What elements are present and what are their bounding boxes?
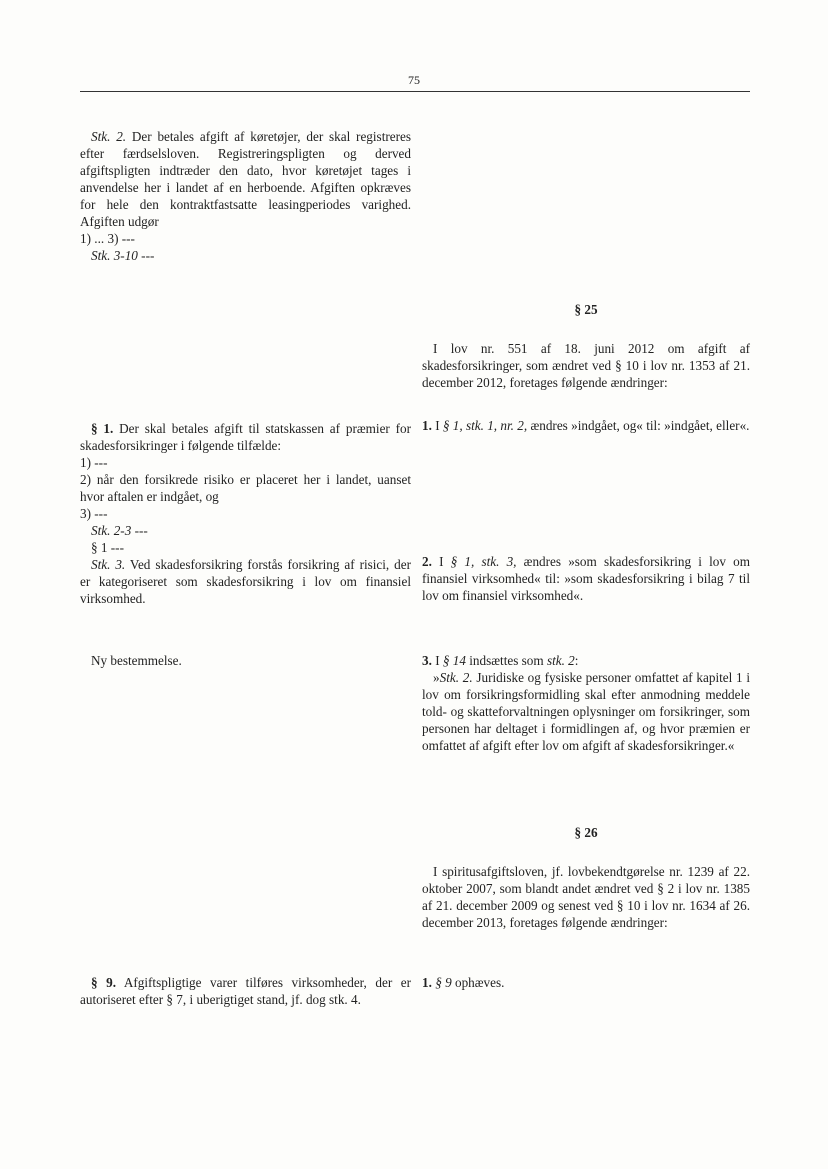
stk2-block — [80, 128, 411, 264]
stk2-text: Der betales afgift af køretøjer, der skal registreres efter færdselsloven. Registreringspligten og derved afgiftspligten indtræder den dato, hvor køretøjet tages i anvendelse her i landet af en herboende. Afgiften opkræves for hele den kontraktfastsatte leasingperiodes varighed. Afgiften udgør — [80, 129, 411, 229]
ny-bestemmelse: Ny bestemmelse. — [91, 653, 182, 668]
change-2: 2. I § 1, stk. 3, ændres »som skadesforsikring i lov om finansiel virksomhed« til: »som skadesforsikring i bilag 7 til lov om finansiel virksomhed«. — [422, 554, 750, 603]
stk2-items: 1) ... 3) --- — [80, 231, 135, 246]
header-rule — [80, 91, 750, 92]
change-3-quote: »Stk. 2. Juridiske og fysiske personer omfattet af kapitel 1 i lov om forsikringsformidling skal efter anmodning meddele told- og skatteforvaltningen oplysninger om forsikringer, som personen har deltaget i formidlingen af, og hvor præmien er omfattet af afgift efter lov om afgift af skadesforsikringer.« — [422, 670, 750, 753]
change-1-number: 1. — [422, 418, 432, 433]
change-3: 3. I § 14 indsættes som stk. 2: »Stk. 2. Juridiske og fysiske personer omfattet af kapitel 1 i lov om forsikringsformidling skal efter anmodning meddele told- og skatteforvaltningen oplysninger om forsikringer, som personen har deltaget i formidlingen af, og hvor præmien er omfattet af afgift efter lov om afgift af skadesforsikringer.« — [422, 653, 750, 753]
p1-s1: § 1 --- — [91, 540, 124, 555]
change-2-ref: § 1, stk. 3, — [450, 554, 517, 569]
p1-number: § 1. — [91, 421, 114, 436]
p1-item3: 3) --- — [80, 506, 108, 521]
p1-text: Der skal betales afgift til statskassen af præmier for skadesforsikringer i følgende tilfælde: — [80, 421, 411, 453]
change-1-ref: § 1, stk. 1, nr. 2, — [442, 418, 528, 433]
section-25-intro: I lov nr. 551 af 18. juni 2012 om afgift af skadesforsikringer, som ændret ved § 10 i lov nr. 1353 af 21. december 2012, foretages følgende ændringer: — [422, 341, 750, 390]
p9-number: § 9. — [91, 975, 117, 990]
paragraph-9-block — [80, 974, 411, 1008]
p1-stk3-text: Ved skadesforsikring forstås forsikring af risici, der er kategoriseret som skadesforsikring i lov om finansiel virksomhed. — [80, 557, 411, 606]
page-number: 75 — [408, 73, 420, 87]
change-4-number: 1. — [422, 975, 432, 990]
p1-stk3-label: Stk. 3. — [91, 557, 126, 572]
change-2-number: 2. — [422, 554, 432, 569]
paragraph-1-block — [80, 420, 411, 607]
p1-item1: 1) --- — [80, 455, 108, 470]
section-25-heading: § 25 — [574, 302, 598, 317]
section-26-heading: § 26 — [574, 825, 598, 840]
section-26-intro: I spiritusafgiftsloven, jf. lovbekendtgørelse nr. 1239 af 22. oktober 2007, som blandt andet ændret ved § 2 i lov nr. 1385 af 21. december 2009 og senest ved § 10 i lov nr. 1634 af 26. december 2013, foretages følgende ændringer: — [422, 864, 750, 930]
stk3-10: Stk. 3-10 --- — [91, 248, 155, 263]
p9-text: Afgiftspligtige varer tilføres virksomheder, der er autoriseret efter § 7, i uberigtiget stand, jf. dog stk. 4. — [80, 975, 411, 1007]
p1-item2: 2) når den forsikrede risiko er placeret her i landet, uanset hvor aftalen er indgået, og — [80, 472, 411, 504]
stk2-label: Stk. 2. — [91, 129, 127, 144]
change-1: 1. I § 1, stk. 1, nr. 2, ændres »indgået, og« til: »indgået, eller«. — [422, 418, 750, 433]
change-3-number: 3. — [422, 653, 432, 668]
change-4: 1. § 9 ophæves. — [422, 975, 505, 990]
p1-stk23: Stk. 2-3 --- — [91, 523, 148, 538]
